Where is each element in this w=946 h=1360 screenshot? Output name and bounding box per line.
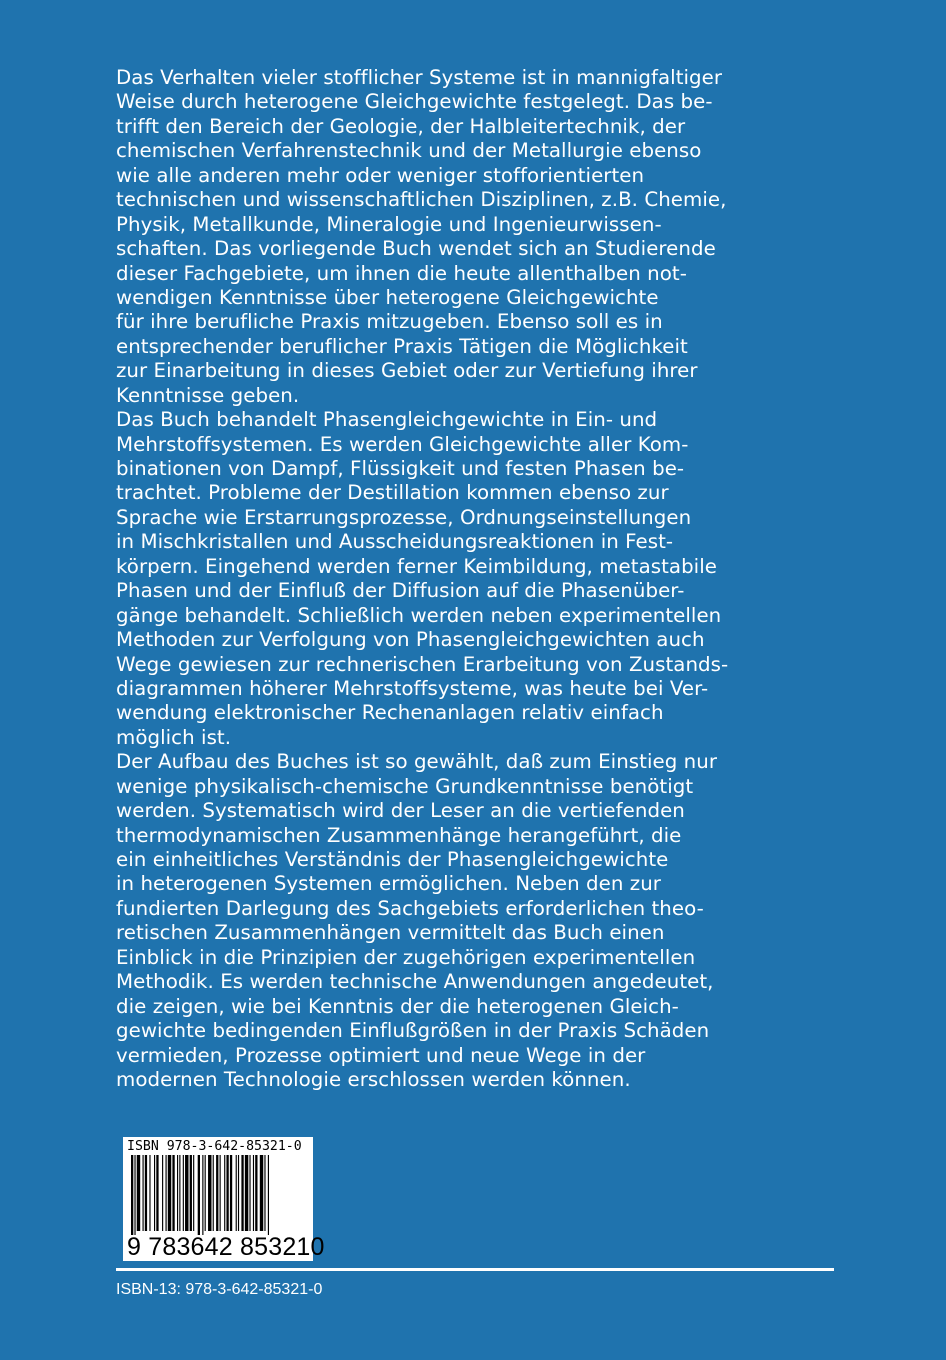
blurb-line: ein einheitliches Verständnis der Phasengleichgewichte [116, 848, 669, 871]
blurb-line: möglich ist. [116, 725, 232, 749]
blurb-line: Kenntnisse geben. [116, 383, 300, 407]
barcode-bar [238, 1155, 239, 1231]
barcode-bar [245, 1155, 248, 1231]
blurb-line: trachtet. Probleme der Destillation kommen ebenso zur [116, 481, 669, 505]
barcode-bar [230, 1155, 232, 1231]
barcode-bar [166, 1155, 167, 1231]
blurb-line: retischen Zusammenhängen vermittelt das Buch einen [116, 921, 665, 945]
barcode-bar [149, 1155, 150, 1231]
blurb-line: diagrammen höherer Mehrstoffsysteme, was heute bei Ver- [116, 676, 709, 700]
blurb-line: Weise durch heterogene Gleichgewichte festgelegt. Das be- [116, 90, 713, 114]
barcode-bar [131, 1155, 133, 1235]
barcode-bar [202, 1155, 203, 1235]
barcode-bar [208, 1155, 211, 1231]
barcode-bar [253, 1155, 254, 1231]
barcode-bar [226, 1155, 228, 1231]
blurb-line: Das Buch behandelt Phasengleichgewichte in Ein- und [116, 408, 658, 432]
barcode-bar [249, 1155, 250, 1231]
blurb-line: Mehrstoffsystemen. Es werden Gleichgewichte aller Kom- [116, 432, 689, 456]
blurb-line: technischen und wissenschaftlichen Disziplinen, z.B. Chemie, [116, 188, 727, 212]
blurb-line: binationen von Dampf, Flüssigkeit und festen Phasen be- [116, 457, 685, 480]
barcode-isbn-label: ISBN 978-3-642-85321-0 [127, 1139, 302, 1154]
barcode-bar [137, 1155, 140, 1231]
barcode-bars [123, 1155, 313, 1235]
blurb-line: für ihre berufliche Praxis mitzugeben. Ebenso soll es in [116, 310, 663, 334]
back-cover-blurb [116, 66, 856, 1092]
barcode-bar [224, 1155, 225, 1231]
isbn-barcode [123, 1137, 325, 1261]
barcode-bar [154, 1155, 155, 1231]
barcode-bar [255, 1155, 257, 1231]
blurb-line: körpern. Eingehend werden ferner Keimbildung, metastabile [116, 554, 717, 578]
footer-divider [116, 1268, 834, 1271]
blurb-line: Der Aufbau des Buches ist so gewählt, daß zum Einstieg nur [116, 750, 718, 774]
barcode-bar [193, 1155, 194, 1231]
barcode-bar [220, 1155, 221, 1231]
blurb-line: vermieden, Prozesse optimiert und neue Wege in der [116, 1043, 646, 1067]
barcode-bar [134, 1155, 135, 1235]
blurb-line: gänge behandelt. Schließlich werden neben experimentellen [116, 603, 722, 627]
barcode-bar [168, 1155, 171, 1231]
barcode-bar [216, 1155, 218, 1231]
blurb-line: Das Verhalten vieler stofflicher Systeme ist in mannigfaltiger [116, 66, 723, 89]
blurb-line: Wege gewiesen zur rechnerischen Erarbeitung von Zustands- [116, 652, 729, 676]
isbn13-label: ISBN-13: 978-3-642-85321-0 [116, 1281, 323, 1298]
barcode-bar [183, 1155, 184, 1231]
barcode-digits: 9 783642 853210 [127, 1233, 325, 1261]
blurb-line: wendung elektronischer Rechenanlagen relativ einfach [116, 701, 664, 725]
barcode-bar [236, 1155, 237, 1231]
blurb-line: gewichte bedingenden Einflußgrößen in der Praxis Schäden [116, 1019, 710, 1043]
blurb-line: wendigen Kenntnisse über heterogene Gleichgewichte [116, 285, 659, 309]
barcode-bar [264, 1155, 265, 1231]
barcode-bar [145, 1155, 147, 1231]
barcode-bar [260, 1155, 263, 1231]
blurb-line: die zeigen, wie bei Kenntnis der die heterogenen Gleich- [116, 994, 679, 1018]
barcode-bar [162, 1155, 163, 1231]
barcode-bar [177, 1155, 178, 1231]
blurb-line: Physik, Metallkunde, Mineralogie und Ingenieurwissen- [116, 212, 662, 236]
blurb-line: dieser Fachgebiete, um ihnen die heute allenthalben not- [116, 261, 687, 285]
blurb-line: in Mischkristallen und Ausscheidungsreaktionen in Fest- [116, 530, 674, 554]
blurb-line: trifft den Bereich der Geologie, der Halbleitertechnik, der [116, 114, 686, 138]
barcode-bar [172, 1155, 174, 1231]
blurb-line: wie alle anderen mehr oder weniger stofforientierten [116, 163, 645, 187]
barcode-bar [179, 1155, 180, 1231]
barcode-bar [205, 1155, 206, 1231]
blurb-line: thermodynamischen Zusammenhänge herangeführt, die [116, 823, 682, 847]
blurb-line: Sprache wie Erstarrungsprozesse, Ordnungseinstellungen [116, 505, 692, 529]
barcode-bar [198, 1155, 200, 1235]
blurb-line: zur Einarbeitung in dieses Gebiet oder zur Vertiefung ihrer [116, 359, 698, 383]
barcode-bar [156, 1155, 158, 1231]
blurb-line: in heterogenen Systemen ermöglichen. Neben den zur [116, 872, 661, 896]
barcode-bar [241, 1155, 243, 1231]
blurb-line: Phasen und der Einfluß der Diffusion auf die Phasenüber- [116, 579, 685, 603]
blurb-line: modernen Technologie erschlossen werden können. [116, 1067, 631, 1091]
barcode-bar [213, 1155, 214, 1231]
blurb-line: entsprechender beruflicher Praxis Tätigen die Möglichkeit [116, 334, 688, 358]
blurb-line: wenige physikalisch-chemische Grundkenntnisse benötigt [116, 774, 694, 798]
blurb-line: Einblick in die Prinzipien der zugehörigen experimentellen [116, 945, 696, 969]
blurb-line: Methoden zur Verfolgung von Phasengleichgewichten auch [116, 628, 705, 652]
barcode-bar [143, 1155, 144, 1231]
blurb-line: Methodik. Es werden technische Anwendungen angedeutet, [116, 970, 714, 994]
blurb-line: fundierten Darlegung des Sachgebiets erforderlichen theo- [116, 896, 704, 920]
blurb-line: chemischen Verfahrenstechnik und der Metallurgie ebenso [116, 139, 702, 163]
barcode-bar [268, 1155, 269, 1235]
blurb-line: schaften. Das vorliegende Buch wendet sich an Studierende [116, 237, 716, 261]
barcode-bar [185, 1155, 188, 1231]
barcode-bar [190, 1155, 192, 1231]
blurb-line: werden. Systematisch wird der Leser an die vertiefenden [116, 799, 685, 823]
